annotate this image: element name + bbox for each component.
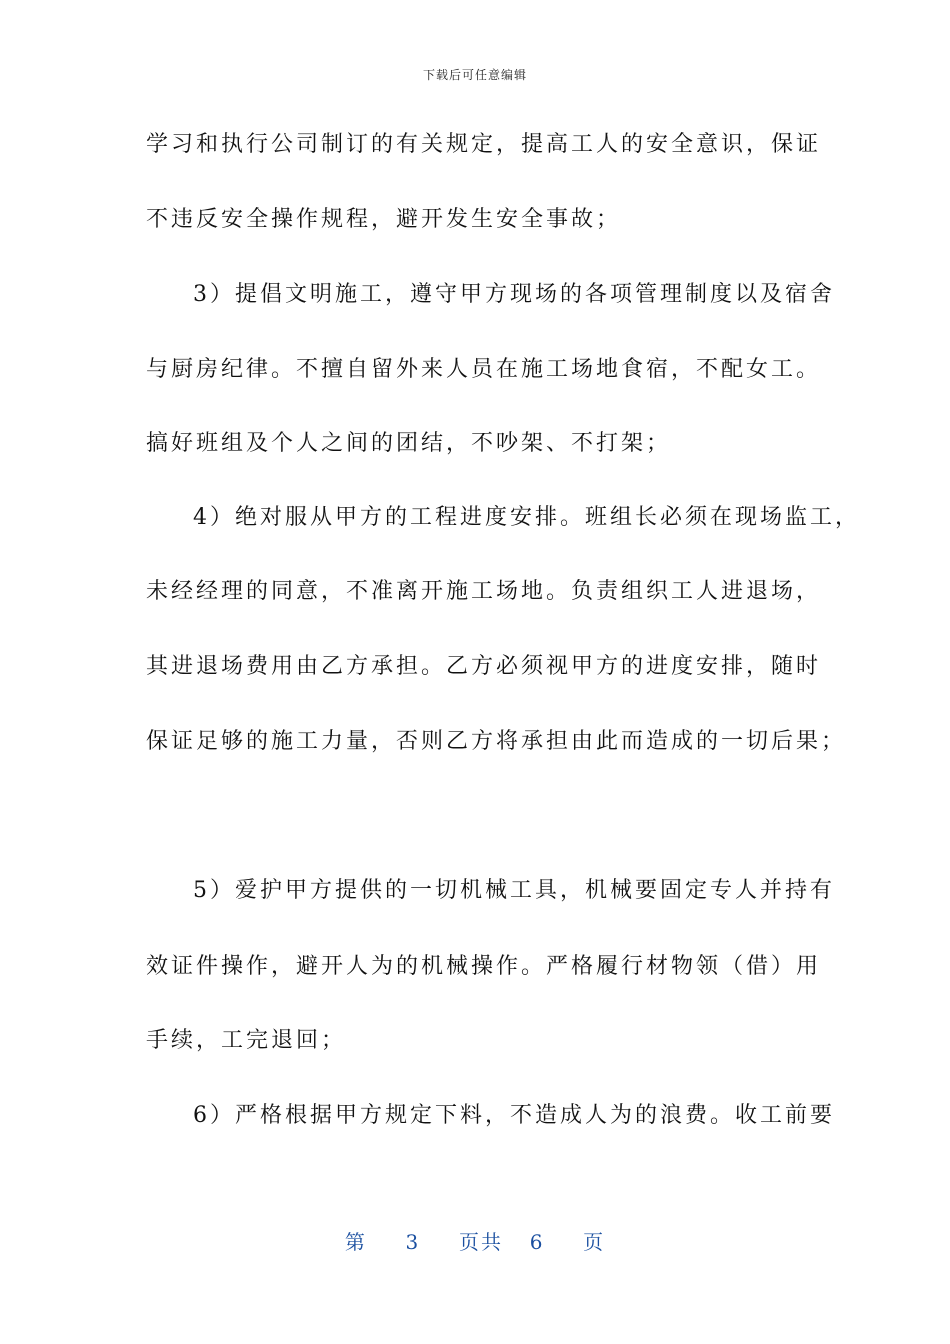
text-line: 6）严格根据甲方规定下料，不造成人为的浪费。收工前要	[168, 1103, 835, 1128]
text-line: 与厨房纪律。不擅自留外来人员在施工场地食宿，不配女工。	[146, 357, 822, 382]
text-line: 搞好班组及个人之间的团结，不吵架、不打架；	[146, 431, 672, 456]
text-line: 其进退场费用由乙方承担。乙方必须视甲方的进度安排，随时	[146, 654, 822, 679]
text-line: 保证足够的施工力量，否则乙方将承担由此而造成的一切后果；	[146, 729, 847, 754]
text-line: 5）爱护甲方提供的一切机械工具，机械要固定专人并持有	[168, 878, 835, 903]
footer-prefix: 第	[344, 1230, 367, 1254]
footer-suffix: 页	[583, 1230, 606, 1254]
text-line: 效证件操作，避开人为的机械操作。严格履行材物领（借）用	[146, 954, 822, 979]
text-line: 未经经理的同意，不准离开施工场地。负责组织工人进退场，	[146, 579, 822, 604]
text-line: 学习和执行公司制订的有关规定，提高工人的安全意识，保证	[146, 132, 822, 157]
text-line: 4）绝对服从甲方的工程进度安排。班组长必须在现场监工，	[168, 505, 860, 530]
total-page-number: 6	[529, 1230, 545, 1254]
text-line: 不违反安全操作规程，避开发生安全事故；	[146, 207, 622, 232]
footer-middle: 页共	[459, 1230, 503, 1254]
text-line: 手续，工完退回；	[146, 1028, 347, 1053]
text-line: 3）提倡文明施工，遵守甲方现场的各项管理制度以及宿舍	[168, 282, 835, 307]
current-page-number: 3	[405, 1230, 421, 1254]
page-footer	[0, 1226, 950, 1255]
header-note: 下载后可任意编辑	[422, 68, 527, 82]
